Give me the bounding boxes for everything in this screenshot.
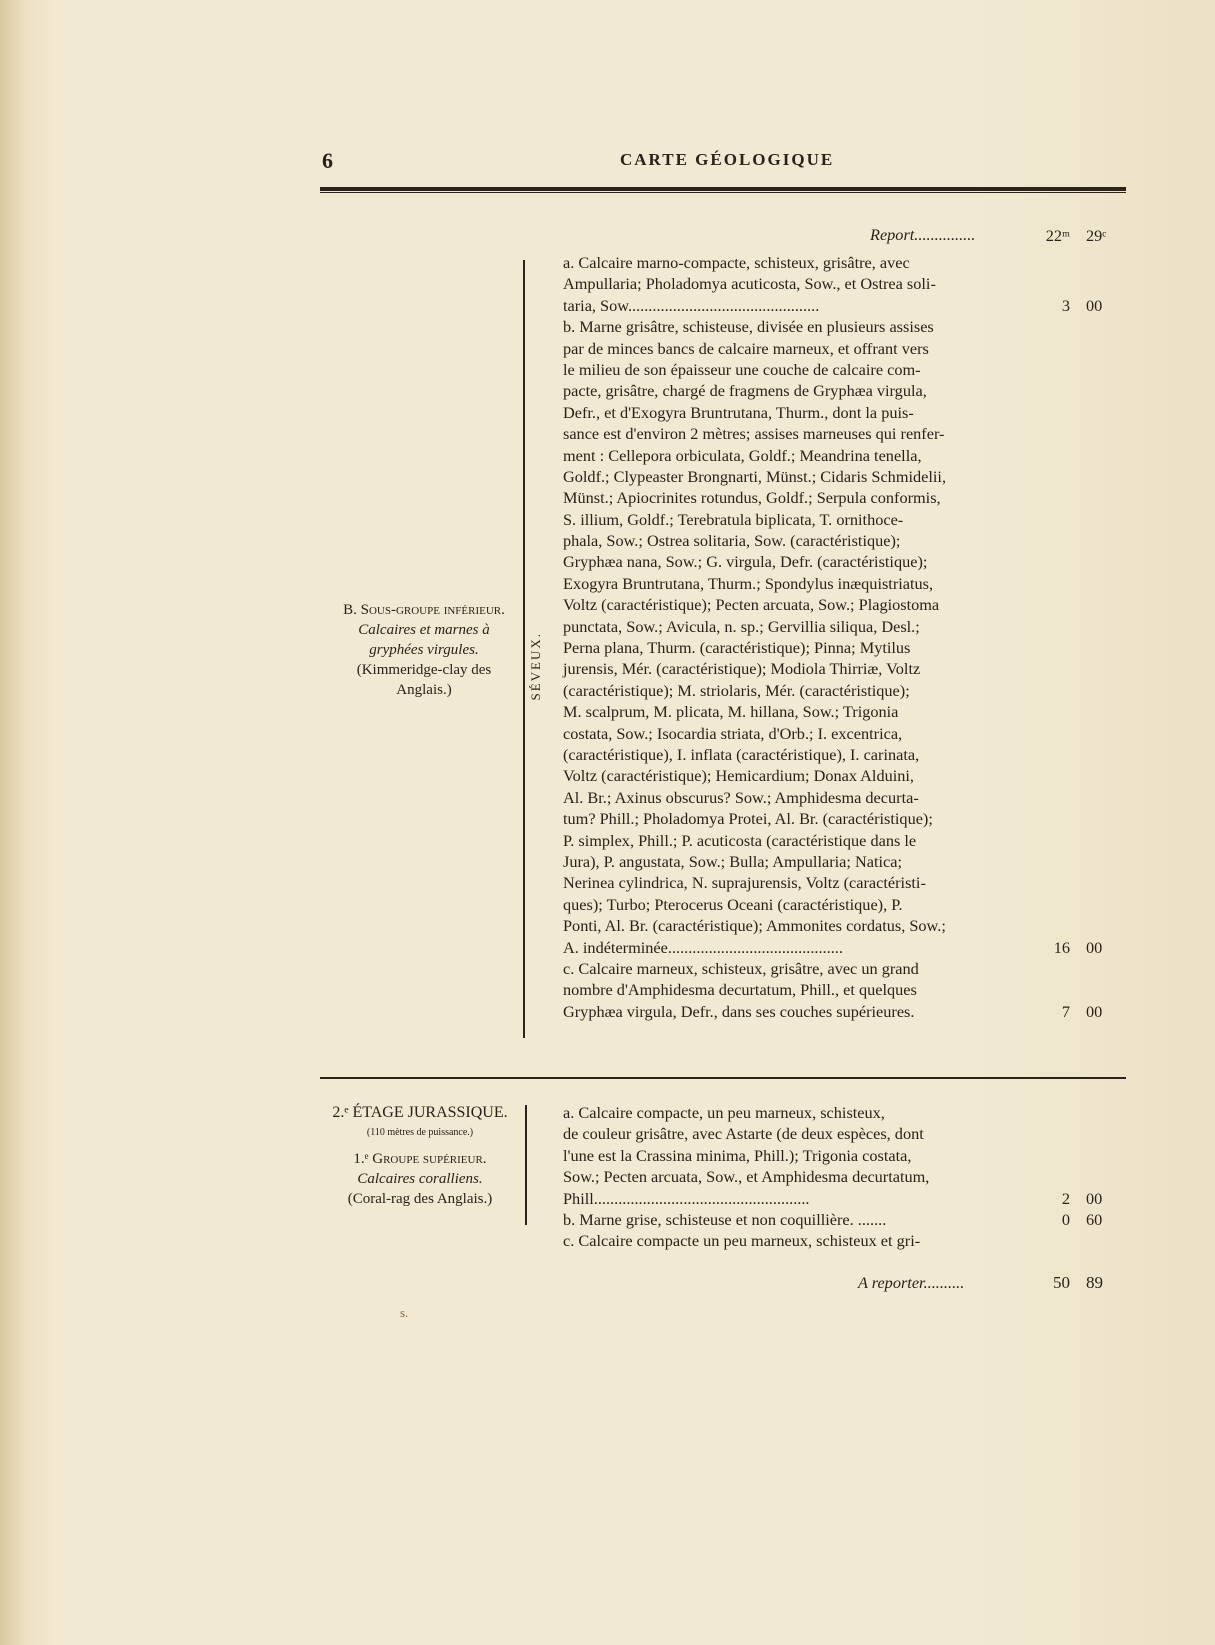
amount-meters: 2 <box>1061 1188 1070 1208</box>
main-text-block-2 <box>563 1102 1033 1252</box>
text-line: Goldf.; Clypeaster Brongnarti, Münst.; Cidaris Schmidelii, <box>563 466 947 486</box>
report-label: Report............... <box>870 225 976 244</box>
text-line: Exogyra Bruntrutana, Thurm.; Spondylus inæquistriatus, <box>563 573 934 593</box>
report-meters: 22ᵐ <box>1045 226 1070 245</box>
text-line: Voltz (caractéristique); Hemicardium; Donax Alduini, <box>563 766 914 786</box>
text-line: Ponti, Al. Br. (caractéristique); Ammonites cordatus, Sow.; <box>563 916 946 936</box>
stage-title: 2.ᵉ ÉTAGE JURASSIQUE. <box>332 1104 508 1121</box>
subgroup-desc-4: Anglais.) <box>396 682 452 698</box>
page-title: CARTE GÉOLOGIQUE <box>620 150 835 169</box>
text-line: par de minces bancs de calcaire marneux, et offrant vers <box>563 338 929 358</box>
text-line: Münst.; Apiocrinites rotundus, Goldf.; Serpula conformis, <box>563 488 941 508</box>
text-line: Nerinea cylindrica, N. suprajurensis, Voltz (caractéristi- <box>563 873 926 893</box>
amount-meters: 16 <box>1053 937 1070 957</box>
text-line: a. Calcaire compacte, un peu marneux, schisteux, <box>563 1103 885 1122</box>
text-line: de couleur grisâtre, avec Astarte (de deux espèces, dont <box>563 1124 924 1144</box>
text-line: ques); Turbo; Pterocerus Oceani (caractéristique), P. <box>563 894 903 914</box>
to-report-meters: 50 <box>1053 1273 1070 1292</box>
to-report-label: A reporter.......... <box>858 1273 965 1292</box>
text-line: c. Calcaire compacte un peu marneux, schisteux et gri- <box>563 1231 921 1251</box>
text-line: b. Marne grise, schisteuse et non coquillière. ....... <box>563 1209 887 1229</box>
amount-row <box>1040 295 1150 316</box>
amount-meters: 3 <box>1061 295 1070 315</box>
text-line: Perna plana, Thurm. (caractéristique); Pinna; Mytilus <box>563 638 911 658</box>
report-cents: 29ᶜ <box>1086 226 1107 245</box>
text-line: nombre d'Amphidesma decurtatum, Phill., et quelques <box>563 980 917 1000</box>
section-separator <box>320 1077 1126 1079</box>
text-line: sance est d'environ 2 mètres; assises marneuses qui renfer- <box>563 424 945 444</box>
amount-row <box>1040 1209 1150 1230</box>
subgroup-desc-3: (Kimmeridge-clay des <box>356 662 492 678</box>
text-line: Al. Br.; Axinus obscurus? Sow.; Amphidesma decurta- <box>563 787 919 807</box>
text-line: Defr., et d'Exogyra Bruntrutana, Thurm., dont la puis- <box>563 402 914 422</box>
amount-cents: 00 <box>1086 295 1103 315</box>
text-line: M. scalprum, M. plicata, M. hillana, Sow.; Trigonia <box>563 702 899 722</box>
text-line: b. Marne grisâtre, schisteuse, divisée en plusieurs assises <box>563 317 934 337</box>
header-rule-thin <box>320 192 1126 193</box>
amount-cents: 00 <box>1086 1002 1103 1021</box>
brace-line <box>523 260 525 1038</box>
text-line: l'une est la Crassina minima, Phill.); Trigonia costata, <box>563 1145 912 1165</box>
to-report-cents: 89 <box>1086 1273 1103 1292</box>
subgroup-title: B. Sous-groupe inférieur. <box>343 602 505 618</box>
group-desc-2: (Coral-rag des Anglais.) <box>347 1191 493 1207</box>
amount-cents: 00 <box>1086 937 1103 957</box>
left-label-stage <box>325 1103 515 1209</box>
amount-row <box>1040 1001 1150 1022</box>
header-rule-thick <box>320 187 1126 191</box>
text-line: Jura), P. angustata, Sow.; Bulla; Ampullaria; Natica; <box>563 851 902 871</box>
amount-row <box>1040 937 1150 958</box>
page-number: 6 <box>322 148 333 173</box>
amount-meters: 7 <box>1061 1002 1070 1021</box>
text-line: S. illium, Goldf.; Terebratula biplicata, T. ornithoce- <box>563 509 904 529</box>
vertical-locality-label: SÉVEUX. <box>528 632 543 701</box>
text-line: (caractéristique), I. inflata (caractéristique), I. carinata, <box>563 744 920 764</box>
amount-meters: 0 <box>1061 1210 1070 1229</box>
to-report-amount <box>1040 1273 1116 1293</box>
amount-row <box>1040 1188 1150 1209</box>
text-line: le milieu de son épaisseur une couche de calcaire com- <box>563 359 921 379</box>
main-text-block-1 <box>563 252 1033 1022</box>
group-title: 1.ᵉ Groupe supérieur. <box>353 1151 487 1167</box>
group-desc-1: Calcaires coralliens. <box>357 1171 483 1187</box>
amount-cents: 60 <box>1086 1210 1103 1229</box>
text-line: punctata, Sow.; Avicula, n. sp.; Gervillia siliqua, Desl.; <box>563 616 920 636</box>
text-line: P. simplex, Phill.; P. acuticosta (caractéristique dans le <box>563 830 917 850</box>
text-line: (caractéristique); M. striolaris, Mér. (caractéristique); <box>563 680 910 700</box>
stage-thickness: (110 mètres de puissance.) <box>366 1127 474 1138</box>
text-line: ment : Cellepora orbiculata, Goldf.; Meandrina tenella, <box>563 445 922 465</box>
text-line: costata, Sow.; Isocardia striata, d'Orb.; I. excentrica, <box>563 723 903 743</box>
text-line: Gryphæa virgula, Defr., dans ses couches supérieures. <box>563 1001 915 1021</box>
subgroup-desc-1: Calcaires et marnes à <box>358 622 490 638</box>
text-line: Phill..................................................... <box>563 1188 810 1208</box>
text-line: Sow.; Pecten arcuata, Sow., et Amphidesma decurtatum, <box>563 1167 930 1187</box>
catchword: s. <box>400 1305 409 1320</box>
text-line: pacte, grisâtre, chargé de fragmens de Gryphæa virgula, <box>563 381 927 401</box>
left-label-subgroup <box>330 600 518 700</box>
text-line: Ampullaria; Pholadomya acuticosta, Sow., et Ostrea soli- <box>563 274 936 294</box>
report-amount <box>1040 225 1150 246</box>
subgroup-desc-2: gryphées virgules. <box>369 642 479 658</box>
text-line: tum? Phill.; Pholadomya Protei, Al. Br. (caractéristique); <box>563 809 933 829</box>
text-line: c. Calcaire marneux, schisteux, grisâtre, avec un grand <box>563 958 919 978</box>
text-line: a. Calcaire marno-compacte, schisteux, grisâtre, avec <box>563 253 910 272</box>
text-line: Gryphæa nana, Sow.; G. virgula, Defr. (caractéristique); <box>563 552 928 572</box>
text-line: phala, Sow.; Ostrea solitaria, Sow. (caractéristique); <box>563 531 901 551</box>
brace-line-2 <box>525 1105 527 1225</box>
text-line: jurensis, Mér. (caractéristique); Modiola Thirriæ, Voltz <box>563 659 921 679</box>
text-line: Voltz (caractéristique); Pecten arcuata, Sow.; Plagiostoma <box>563 595 940 615</box>
amount-cents: 00 <box>1086 1188 1103 1208</box>
text-line: taria, Sow............................................... <box>563 295 820 315</box>
text-line: A. indéterminée........................................... <box>563 937 843 957</box>
